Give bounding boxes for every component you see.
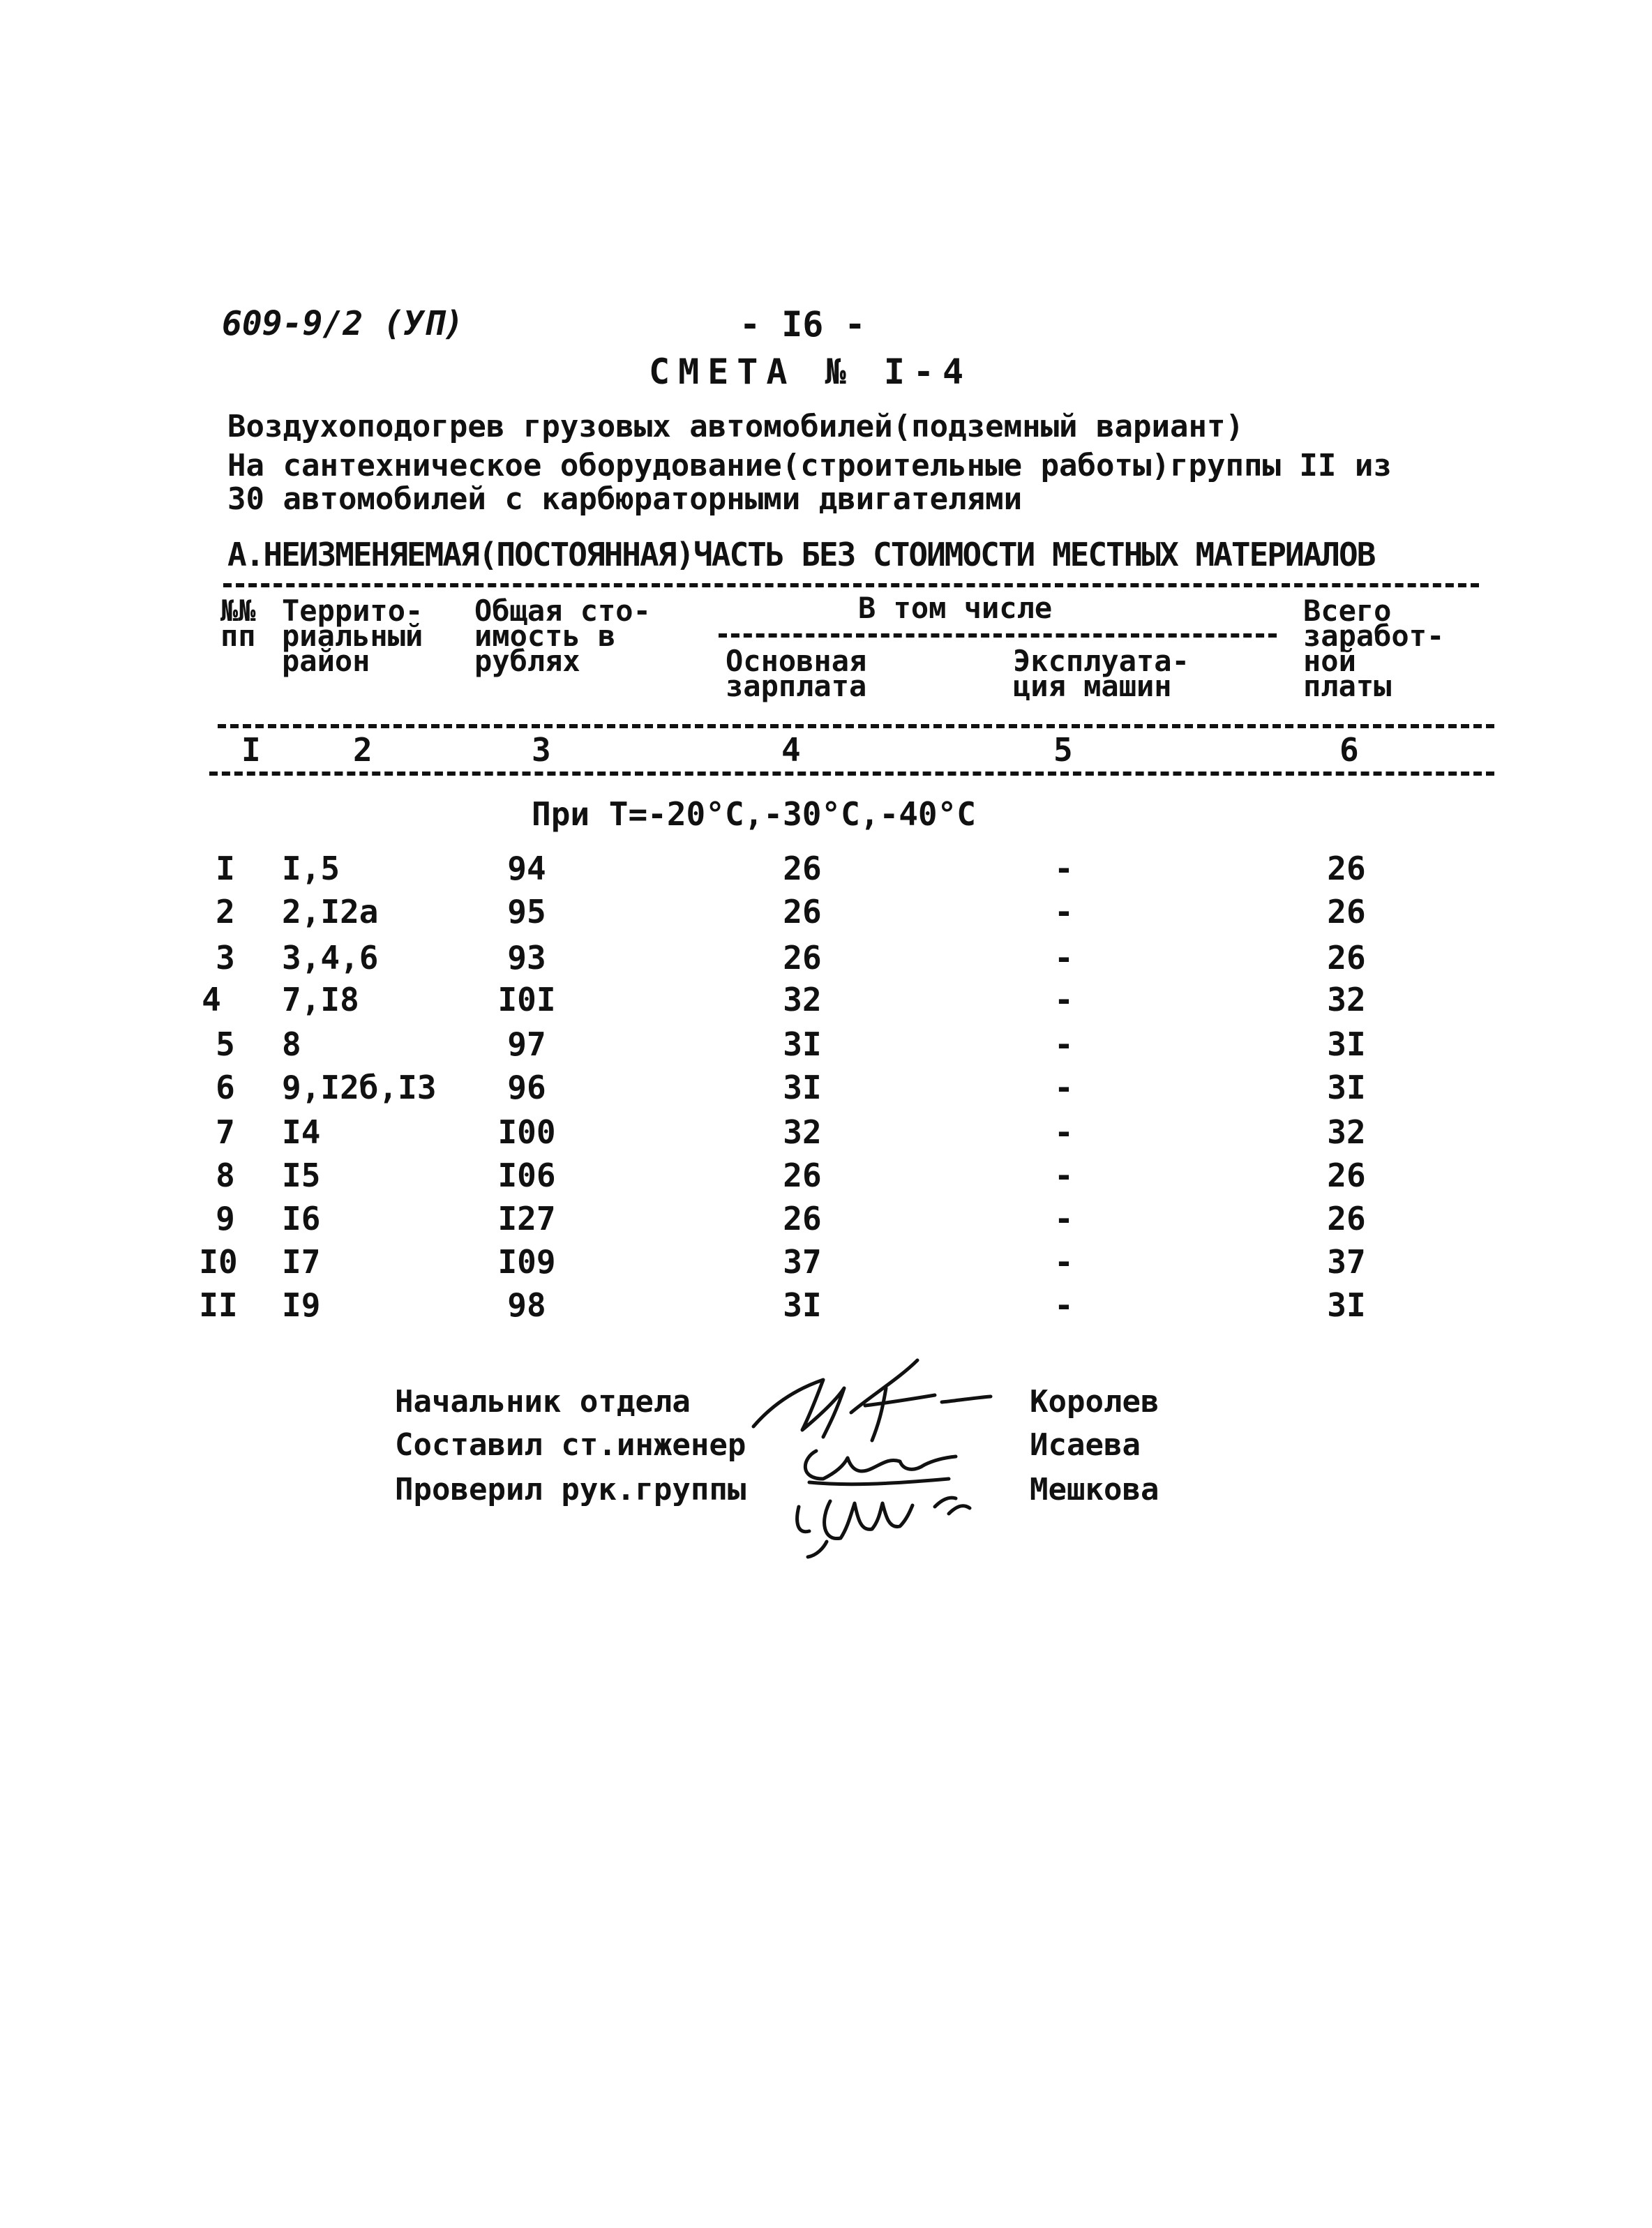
header-machine-operation: Эксплуата- ция машин xyxy=(1013,644,1189,703)
cell-row-number: 5 xyxy=(216,1025,235,1063)
cell-base-salary: 3I xyxy=(783,1286,822,1324)
cell-machine-operation: - xyxy=(1054,1113,1074,1151)
cell-region: I7 xyxy=(282,1243,321,1281)
cell-machine-operation: - xyxy=(1054,1286,1074,1324)
cell-base-salary: 3I xyxy=(783,1069,822,1106)
description-line-1: Воздухоподогрев грузовых автомобилей(подземный вариант) xyxy=(227,409,1244,444)
cell-machine-operation: - xyxy=(1054,1069,1074,1106)
cell-region: I4 xyxy=(282,1113,321,1151)
cell-total-cost: I00 xyxy=(497,1113,556,1151)
cell-region: 3,4,6 xyxy=(282,939,379,977)
cell-base-salary: 32 xyxy=(783,1113,822,1151)
header-total-cost: Общая сто- имость в рублях xyxy=(474,594,651,678)
cell-machine-operation: - xyxy=(1054,939,1074,977)
cell-region: 7,I8 xyxy=(282,981,359,1018)
cell-total-cost: I06 xyxy=(497,1157,556,1194)
table-row xyxy=(0,981,1652,1023)
cell-total-wages: 26 xyxy=(1327,893,1366,931)
cell-base-salary: 26 xyxy=(783,1200,822,1237)
column-number-2: 2 xyxy=(353,731,373,769)
cell-row-number: 9 xyxy=(216,1200,235,1237)
cell-row-number: 2 xyxy=(216,893,235,931)
cell-total-wages: 26 xyxy=(1327,850,1366,887)
cell-total-wages: 3I xyxy=(1327,1069,1366,1106)
cell-row-number: I0 xyxy=(199,1243,238,1281)
description-line-2: На сантехническое оборудование(строительные работы)группы II из xyxy=(227,448,1392,483)
cell-total-wages: 26 xyxy=(1327,1157,1366,1194)
estimate-title: СМЕТА № I-4 xyxy=(649,352,973,392)
table-row xyxy=(0,893,1652,935)
signature-role-compiler: Составил ст.инженер xyxy=(395,1427,746,1463)
cell-total-wages: 32 xyxy=(1327,981,1366,1018)
cell-total-cost: I27 xyxy=(497,1200,556,1237)
cell-row-number: 6 xyxy=(216,1069,235,1106)
cell-region: 9,I2б,I3 xyxy=(282,1069,437,1106)
document-code: 609-9/2 (УП) xyxy=(222,304,464,343)
table-row xyxy=(0,1113,1652,1155)
header-bottom-rule xyxy=(218,724,1494,728)
page-number: - I6 - xyxy=(739,304,866,345)
cell-total-cost: I0I xyxy=(497,981,556,1018)
table-row xyxy=(0,850,1652,891)
cell-total-wages: 3I xyxy=(1327,1286,1366,1324)
cell-total-wages: 26 xyxy=(1327,1200,1366,1237)
table-row xyxy=(0,1200,1652,1242)
cell-region: 2,I2а xyxy=(282,893,379,931)
cell-total-cost: 93 xyxy=(507,939,546,977)
table-top-rule xyxy=(223,583,1479,587)
cell-total-wages: 3I xyxy=(1327,1025,1366,1063)
cell-region: I5 xyxy=(282,1157,321,1194)
temperature-condition: При Т=-20°С,-30°С,-40°С xyxy=(532,795,976,833)
cell-row-number: 3 xyxy=(216,939,235,977)
cell-total-cost: 98 xyxy=(507,1286,546,1324)
header-base-salary: Основная зарплата xyxy=(726,644,867,703)
column-number-3: 3 xyxy=(532,731,551,769)
cell-total-wages: 26 xyxy=(1327,939,1366,977)
signature-name-head: Королев xyxy=(1030,1384,1159,1420)
column-number-4: 4 xyxy=(781,731,801,769)
cell-total-wages: 32 xyxy=(1327,1113,1366,1151)
cell-machine-operation: - xyxy=(1054,1157,1074,1194)
column-number-1: I xyxy=(241,731,261,769)
signature-name-checker: Мешкова xyxy=(1030,1472,1159,1507)
header-including: В том числе xyxy=(858,591,1053,625)
cell-total-cost: 94 xyxy=(507,850,546,887)
table-row xyxy=(0,1069,1652,1111)
cell-region: I,5 xyxy=(282,850,340,887)
table-row xyxy=(0,1286,1652,1328)
signature-role-head: Начальник отдела xyxy=(395,1384,691,1420)
description-line-3: 30 автомобилей с карбюраторными двигателями xyxy=(227,481,1023,517)
cell-region: I6 xyxy=(282,1200,321,1237)
cell-machine-operation: - xyxy=(1054,1200,1074,1237)
cell-row-number: 7 xyxy=(216,1113,235,1151)
column-number-5: 5 xyxy=(1053,731,1073,769)
header-group-rule xyxy=(719,633,1277,638)
cell-base-salary: 3I xyxy=(783,1025,822,1063)
cell-machine-operation: - xyxy=(1054,893,1074,931)
cell-base-salary: 37 xyxy=(783,1243,822,1281)
table-row xyxy=(0,1243,1652,1285)
cell-total-wages: 37 xyxy=(1327,1243,1366,1281)
cell-region: 8 xyxy=(282,1025,301,1063)
cell-total-cost: 95 xyxy=(507,893,546,931)
cell-machine-operation: - xyxy=(1054,981,1074,1018)
cell-row-number: 8 xyxy=(216,1157,235,1194)
cell-row-number: I xyxy=(216,850,235,887)
cell-total-cost: I09 xyxy=(497,1243,556,1281)
cell-total-cost: 97 xyxy=(507,1025,546,1063)
cell-machine-operation: - xyxy=(1054,1243,1074,1281)
header-total-wages: Всего заработ- ной платы xyxy=(1303,594,1445,703)
cell-base-salary: 26 xyxy=(783,1157,822,1194)
table-row xyxy=(0,939,1652,981)
cell-machine-operation: - xyxy=(1054,1025,1074,1063)
cell-row-number: II xyxy=(199,1286,238,1324)
column-numbers-rule xyxy=(209,771,1494,776)
signature-name-compiler: Исаева xyxy=(1030,1427,1141,1463)
table-row xyxy=(0,1157,1652,1198)
cell-machine-operation: - xyxy=(1054,850,1074,887)
cell-region: I9 xyxy=(282,1286,321,1324)
cell-base-salary: 32 xyxy=(783,981,822,1018)
column-number-6: 6 xyxy=(1339,731,1359,769)
cell-base-salary: 26 xyxy=(783,939,822,977)
cell-base-salary: 26 xyxy=(783,893,822,931)
cell-total-cost: 96 xyxy=(507,1069,546,1106)
section-title: А.НЕИЗМЕНЯЕМАЯ(ПОСТОЯННАЯ)ЧАСТЬ БЕЗ СТОИМОСТИ МЕСТНЫХ МАТЕРИАЛОВ xyxy=(227,536,1375,573)
table-row xyxy=(0,1025,1652,1067)
header-row-number: №№ пп xyxy=(220,594,256,653)
cell-base-salary: 26 xyxy=(783,850,822,887)
handwritten-signatures xyxy=(733,1346,1026,1563)
signature-role-checker: Проверил рук.группы xyxy=(395,1472,746,1507)
header-region: Террито- риальный район xyxy=(282,594,423,678)
cell-row-number: 4 xyxy=(202,981,221,1018)
